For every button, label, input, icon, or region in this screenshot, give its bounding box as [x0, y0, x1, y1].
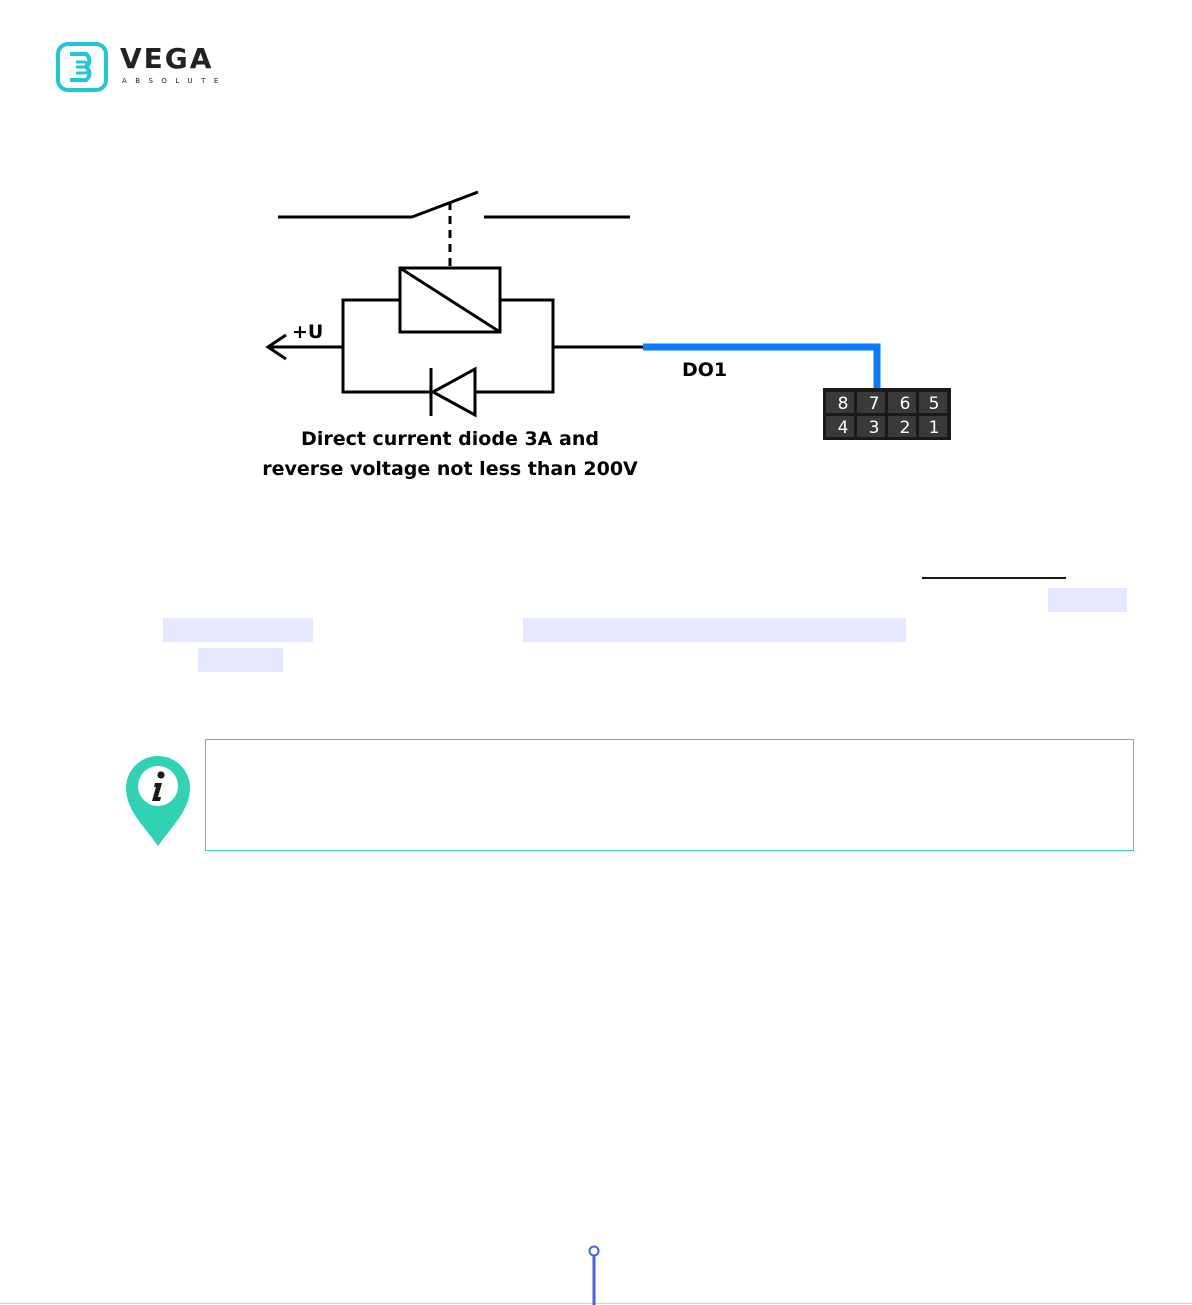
- pin-3: 3: [868, 418, 880, 438]
- do1-label: DO1: [682, 359, 728, 381]
- pin-4: 4: [837, 418, 849, 438]
- diode-triangle: [433, 369, 475, 415]
- footer-page-marker: [586, 1244, 602, 1305]
- pin-8: 8: [837, 394, 849, 414]
- highlight-mark: [163, 618, 313, 642]
- right-branch-wire: [476, 300, 553, 392]
- pin-5: 5: [928, 394, 940, 414]
- info-icon: [124, 752, 192, 848]
- pin-7: 7: [868, 394, 880, 414]
- info-callout-box: [205, 739, 1134, 851]
- logo-subtitle: ABSOLUTE: [122, 77, 227, 85]
- pin-6: 6: [899, 394, 911, 414]
- logo-wordmark: VEGA: [120, 42, 214, 75]
- highlight-mark: [523, 618, 906, 642]
- vega-logo: [56, 42, 226, 92]
- terminal-connector: [823, 388, 951, 440]
- relay-coil-diagonal: [400, 268, 500, 332]
- left-branch-wire: [343, 300, 430, 392]
- switch-blade: [412, 192, 478, 217]
- diode-note-line1: Direct current diode 3A and: [301, 428, 599, 450]
- do1-wire: [643, 347, 877, 389]
- pin-1: 1: [928, 418, 940, 438]
- vega-logo-icon: [56, 42, 110, 92]
- highlight-mark: [1048, 588, 1127, 612]
- diode-note-line2: reverse voltage not less than 200V: [262, 458, 638, 480]
- pin-2: 2: [899, 418, 911, 438]
- relay-wiring-diagram: [240, 180, 960, 500]
- highlight-mark: [198, 648, 283, 672]
- supply-label: +U: [292, 321, 324, 343]
- link-underline[interactable]: [922, 577, 1066, 579]
